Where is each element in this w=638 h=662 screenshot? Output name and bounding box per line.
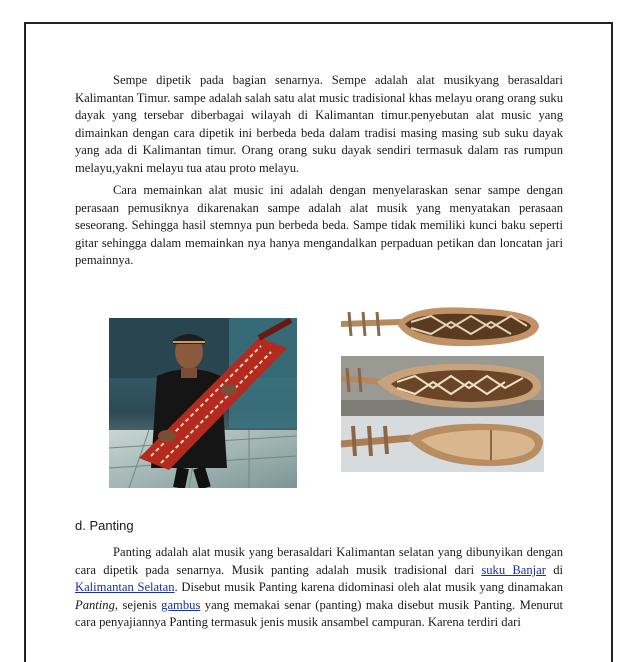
link-gambus[interactable]: gambus (161, 597, 201, 612)
panting-italic-term: Panting (75, 597, 115, 612)
paragraph-sampe-playing: Cara memainkan alat music ini adalah dengan menyelaraskan senar sampe dengan perasaan pemusiknya dikarenakan sampe adalah alat musik yang menyatakan perasaan seseorang. Sehingga hasil stemnya pun berbeda beda. Sampe tidak memiliki kunci baku seperti gitar sehingga dalam memainkan nya hanya mengandalkan perpaduan petikan dan loncatan jari pemainnya. (75, 183, 563, 268)
link-kalimantan-selatan[interactable]: Kalimantan Selatan (75, 580, 175, 595)
panting-text-2: di (545, 562, 564, 577)
paragraph-sampe-intro: Sempe dipetik pada bagian senarnya. Sempe adalah alat musikyang berasaldari Kalimantan Timur. sampe adalah salah satu alat music tradisional khas melayu orang orang suku dayak yang tersebar diberbagai wilayah di Kalimantan timur.penyebutan alat music yang dimainkan dengan cara dipetik ini berbeda beda dalam tradisi masing masing sub suku dayak yang ada di Kalimantan timur. Orang orang suku dayak sendiri termasuk dalam ras rumpun melayu,yakni melayu tua atau proto melayu. (75, 73, 563, 175)
panting-text-5: yang memakai senar (panting) maka disebut musik Panting. Menurut cara penyajiannya Panting termasuk jenis musik ansambel campuran. Karena terdiri dari (75, 597, 563, 630)
panting-text-3: . Disebut musik Panting karena didominasi oleh alat musik yang dinamakan (174, 580, 563, 595)
section-heading-panting: d. Panting (75, 518, 134, 533)
sampe-player-photo (109, 318, 297, 488)
paragraph-panting-intro (75, 544, 563, 632)
panting-text-1: Panting adalah alat musik yang berasaldari Kalimantan selatan yang dibunyikan dengan cara dipetik pada senarnya. Musik panting adalah musik tradisional dari (75, 545, 563, 577)
link-suku-banjar[interactable]: suku Banjar (481, 562, 546, 577)
sampe-instrument-photo-1 (341, 298, 544, 356)
sampe-instrument-photo-2 (341, 356, 544, 416)
sampe-instrument-photo-3 (341, 416, 544, 472)
panting-text-4: , sejenis (114, 597, 162, 612)
